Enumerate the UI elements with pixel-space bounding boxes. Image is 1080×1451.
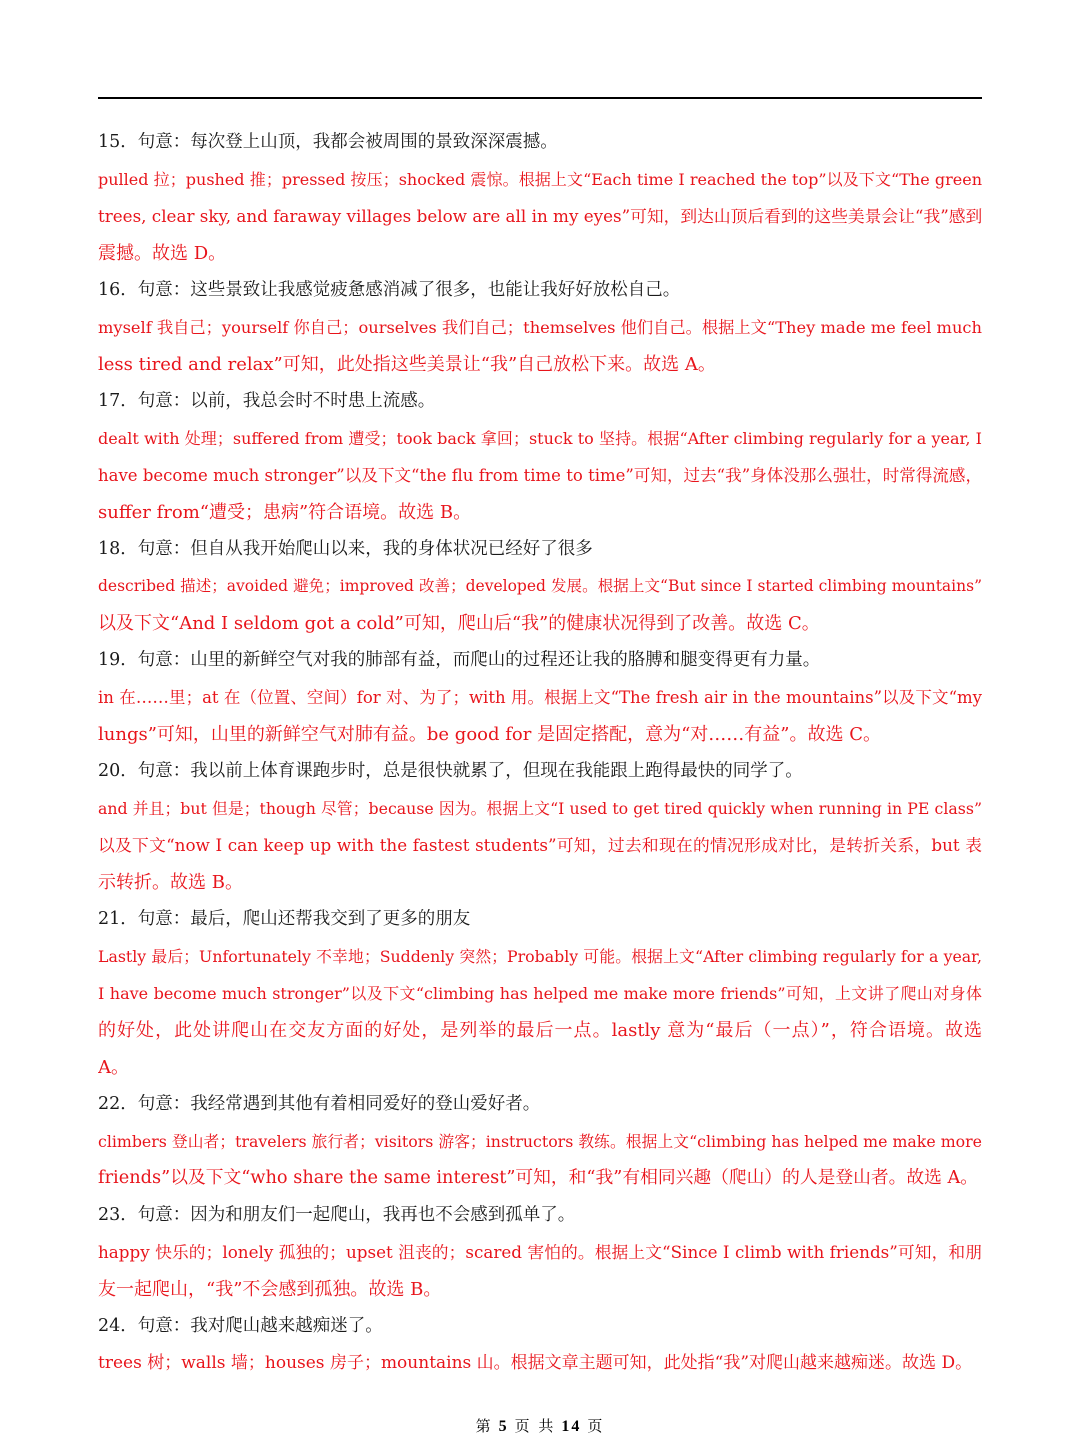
analysis-line: have become much stronger”以及下文“the flu from time to time”可知，过去“我”身体没那么强壮，时常得流感， — [98, 466, 982, 485]
analysis-line: 友一起爬山，“我”不会感到孤独。故选 B。 — [98, 1279, 442, 1300]
analysis-line: and 并且；but 但是；though 尽管；because 因为。根据上文“I used to get tired quickly when running in PE class” — [98, 799, 982, 818]
sentence-meaning: 18．句意：但自从我开始爬山以来，我的身体状况已经好了很多 — [98, 539, 593, 559]
analysis-line: 以及下文“now I can keep up with the fastest students”可知，过去和现在的情况形成对比，是转折关系，but 表 — [98, 835, 982, 855]
page-footer — [0, 1415, 1080, 1436]
analysis-line: climbers 登山者；travelers 旅行者；visitors 游客；instructors 教练。根据上文“climbing has helped me make more — [98, 1132, 982, 1151]
question-entry — [98, 1308, 982, 1382]
analysis-line: described 描述；avoided 避免；improved 改善；developed 发展。根据上文“But since I started climbing mountains” — [98, 577, 982, 595]
question-entry — [98, 1197, 982, 1308]
question-entry — [98, 1086, 982, 1197]
sentence-meaning: 22．句意：我经常遇到其他有着相同爱好的登山爱好者。 — [98, 1094, 541, 1114]
sentence-meaning: 17．句意：以前，我总会时不时患上流感。 — [98, 391, 436, 411]
analysis-line: Lastly 最后；Unfortunately 不幸地；Suddenly 突然；Probably 可能。根据上文“After climbing regularly for a year, — [98, 947, 982, 966]
analysis-line: 示转折。故选 B。 — [98, 872, 243, 893]
sentence-meaning: 24．句意：我对爬山越来越痴迷了。 — [98, 1316, 383, 1336]
question-entry — [98, 642, 982, 753]
sentence-meaning: 15．句意：每次登上山顶，我都会被周围的景致深深震撼。 — [98, 132, 558, 152]
analysis-line: myself 我自己；yourself 你自己；ourselves 我们自己；themselves 他们自己。根据上文“They made me feel much — [98, 318, 982, 337]
analysis-line: I have become much stronger”以及下文“climbing has helped me make more friends”可知，上文讲了爬山对身体 — [98, 984, 982, 1003]
analysis-line: suffer from“遭受；患病”符合语境。故选 B。 — [98, 502, 472, 523]
sentence-meaning: 16．句意：这些景致让我感觉疲惫感消减了很多，也能让我好好放松自己。 — [98, 280, 681, 300]
question-entry — [98, 124, 982, 272]
analysis-line: 以及下文“And I seldom got a cold”可知，爬山后“我”的健康状况得到了改善。故选 C。 — [98, 613, 820, 634]
analysis-line: lungs”可知，山里的新鲜空气对肺有益。be good for 是固定搭配，意为“对……有益”。故选 C。 — [98, 724, 881, 745]
analysis-line: in 在……里；at 在（位置、空间）for 对、为了；with 用。根据上文“The fresh air in the mountains”以及下文“my — [98, 688, 982, 707]
question-entry — [98, 901, 982, 1086]
analysis-line: less tired and relax”可知，此处指这些美景让“我”自己放松下来。故选 A。 — [98, 354, 716, 375]
analysis-line: trees 树；walls 墙；houses 房子；mountains 山。根据文章主题可知，此处指“我”对爬山越来越痴迷。故选 D。 — [98, 1353, 973, 1373]
sentence-meaning: 19．句意：山里的新鲜空气对我的肺部有益，而爬山的过程还让我的胳膊和腿变得更有力量。 — [98, 650, 821, 670]
analysis-line: 的好处，此处讲爬山在交友方面的好处，是列举的最后一点。lastly 意为“最后（一点）”，符合语境。故选 — [98, 1020, 982, 1041]
answer-explanations — [98, 124, 982, 1382]
analysis-line: happy 快乐的；lonely 孤独的；upset 沮丧的；scared 害怕的。根据上文“Since I climb with friends”可知，和朋 — [98, 1242, 982, 1262]
analysis-line: A。 — [98, 1057, 129, 1078]
footer-current-page: 5 — [498, 1418, 509, 1435]
sentence-meaning: 21．句意：最后，爬山还帮我交到了更多的朋友 — [98, 909, 471, 929]
analysis-line: friends”以及下文“who share the same interest”可知，和“我”有相同兴趣（爬山）的人是登山者。故选 A。 — [98, 1168, 979, 1188]
sentence-meaning: 20．句意：我以前上体育课跑步时，总是很快就累了，但现在我能跟上跑得最快的同学了。 — [98, 761, 803, 781]
footer-middle: 页 共 — [514, 1417, 556, 1435]
question-entry — [98, 753, 982, 901]
analysis-line: trees, clear sky, and faraway villages below are all in my eyes”可知，到达山顶后看到的这些美景会让“我”感到 — [98, 206, 982, 226]
footer-total-pages: 14 — [561, 1418, 582, 1435]
question-entry — [98, 272, 982, 383]
analysis-line: 震撼。故选 D。 — [98, 243, 227, 264]
analysis-line: pulled 拉；pushed 推；pressed 按压；shocked 震惊。根据上文“Each time I reached the top”以及下文“The green — [98, 170, 982, 189]
question-entry — [98, 531, 982, 642]
question-entry — [98, 383, 982, 531]
header-rule — [98, 97, 982, 99]
footer-prefix: 第 — [475, 1417, 493, 1435]
analysis-line: dealt with 处理；suffered from 遭受；took back 拿回；stuck to 坚持。根据“After climbing regularly for a year, I — [98, 429, 982, 448]
sentence-meaning: 23．句意：因为和朋友们一起爬山，我再也不会感到孤单了。 — [98, 1205, 576, 1225]
footer-suffix: 页 — [587, 1417, 605, 1435]
